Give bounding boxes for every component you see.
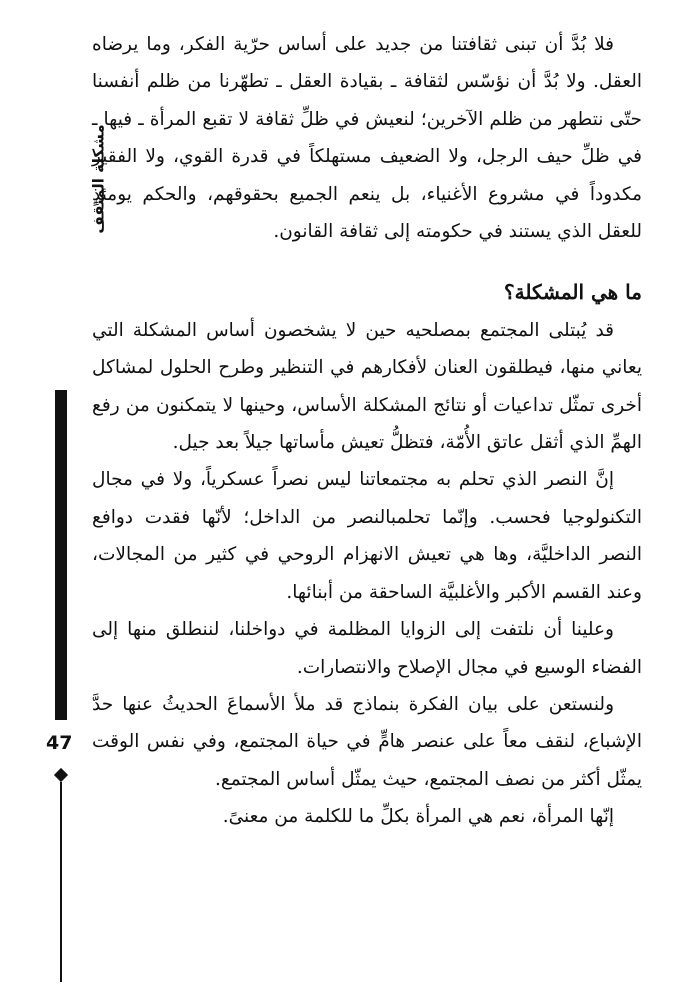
paragraph: قد يُبتلى المجتمع بمصلحيه حين لا يشخصون أساس المشكلة التي يعاني منها، فيطلقون العنان لأفكارهم في التنظير وطرح الحلول لمشاكل أخرى تمثّل تداعيات أو نتائج المشكلة الأساس، وحينها لا يتمكنون من رفع الهمِّ الذي أثقل عاتق الأُمّة، فتظلُّ تعيش مأساتها جيلاً بعد جيل. <box>92 319 642 454</box>
paragraph: فلا بُدَّ أن تبنى ثقافتنا من جديد على أساس حرّية الفكر، وما يرضاه العقل. ولا بُدَّ أن نؤسّس لثقافة ـ بقيادة العقل ـ تطهّرنا من ظلم أنفسنا حتّى نتطهر من ظلم الآخرين؛ لنعيش في ظلِّ ثقافة لا تقبع المرأة ـ فيها ـ في ظلِّ حيف الرجل، ولا الضعيف مستهلكاً في قدرة القوي، ولا الفقير مكدوداً في مشروع الأغنياء، بل ينعم الجميع بحقوقهم، والحكم يومئذٍ للعقل الذي يستند في حكومته إلى ثقافة القانون. <box>92 34 642 243</box>
margin-bar <box>55 390 67 720</box>
running-title: مشكلة المثقف <box>89 124 108 234</box>
margin-line <box>60 782 62 982</box>
diamond-ornament <box>54 768 68 782</box>
paragraph: إنّها المرأة، نعم هي المرأة بكلِّ ما للكلمة من معنىً. <box>222 806 614 828</box>
page-number: 47 <box>46 732 73 754</box>
paragraph: إنَّ النصر الذي تحلم به مجتمعاتنا ليس نصراً عسكرياً، ولا في مجال التكنولوجيا فحسب. وإنّما تحلمبالنصر من الداخل؛ لأنّها فقدت دوافع النصر الداخليَّة، وها هي تعيش الانهزام الروحي في كثير من المجالات، وعند القسم الأكبر والأغلبيَّة الساحقة من أبنائها. <box>92 469 642 603</box>
section-heading: ما هي المشكلة؟ <box>503 280 642 305</box>
paragraph: وعلينا أن نلتفت إلى الزوايا المظلمة في دواخلنا، لننطلق منها إلى الفضاء الوسيع في مجال الإصلاح والانتصارات. <box>92 619 642 678</box>
body-text <box>89 26 642 836</box>
paragraph: ولنستعن على بيان الفكرة بنماذج قد ملأ الأسماعَ الحديثُ عنها حدَّ الإشباع، لنقف معاً على عنصر هامٍّ في حياة المجتمع، وفي نفس الوقت يمثّل أكثر من نصف المجتمع، حيث يمثّل أساس المجتمع. <box>92 693 642 790</box>
